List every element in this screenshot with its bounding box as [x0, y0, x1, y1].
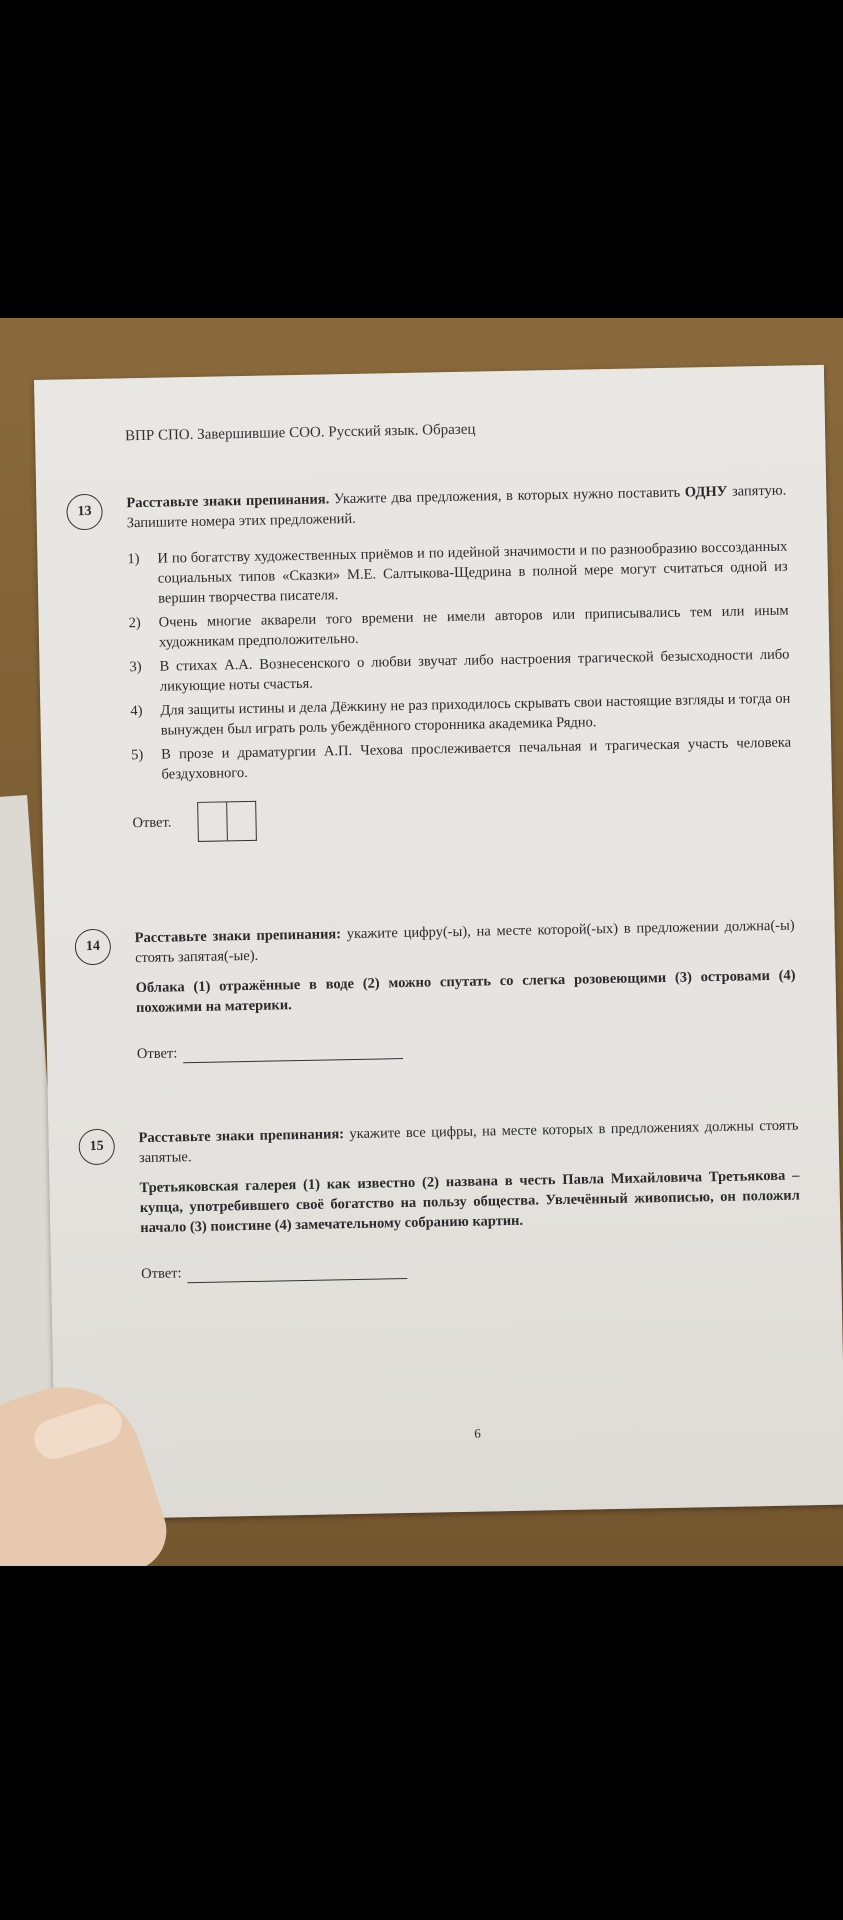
item-number: 5): [131, 746, 144, 764]
task-13-instruction-rest: Укажите два предложения, в которых нужно поставить: [329, 484, 686, 508]
item-number: 4): [130, 702, 143, 720]
list-item: [130, 689, 791, 742]
item-text: В стихах А.А. Вознесенского о любви звучат либо настроения трагической безысходности либо ликующие ноты счастья.: [159, 646, 790, 695]
page-number: 6: [474, 1425, 481, 1441]
answer-label: Ответ:: [141, 1265, 182, 1283]
task-13-answer: [132, 791, 793, 844]
list-item: [127, 537, 788, 610]
list-item: [131, 733, 792, 786]
task-13-instruction-end: запятую. Запишите номера этих предложений.: [126, 482, 787, 532]
exam-sheet: [34, 365, 843, 1520]
answer-boxes[interactable]: [197, 801, 257, 842]
task-15-instruction-bold: Расставьте знаки препинания:: [138, 1126, 345, 1147]
task-number-13: 13: [66, 494, 103, 531]
answer-line[interactable]: [187, 1264, 407, 1283]
item-text: Для защиты истины и дела Дёжкину не раз приходилось скрывать свои настоящие взгляды и тогда он вынужден был играть роль убеждённого сторонника академика Рядно.: [160, 690, 791, 739]
item-number: 3): [129, 658, 142, 676]
answer-line[interactable]: [183, 1044, 403, 1063]
answer-box-1[interactable]: [197, 801, 228, 842]
task-15: [78, 1115, 801, 1285]
task-14-instruction: [135, 916, 796, 969]
item-number: 1): [127, 551, 140, 568]
item-text: В прозе и драматургии А.П. Чехова прослеживается печальная и трагическая участь человека бездуховного.: [161, 734, 792, 783]
task-15-sentence: Третьяковская галерея (1) как известно (2) названа в честь Павла Михайловича Третьякова – купца, употребившего своё богатство на пользу общества. Увлечённый живописью, он положил начало (3) поистине (4) замечательному собранию картин.: [139, 1167, 800, 1237]
task-14-instruction-rest: укажите цифру(-ы), на месте которой(-ых) в предложении должна(-ы) стоять запятая(-ые).: [134, 917, 795, 967]
task-13: [66, 481, 793, 845]
task-14: [75, 916, 797, 1066]
task-13-items: [127, 537, 791, 786]
task-number-14: 14: [75, 929, 112, 966]
task-13-instruction: [126, 481, 787, 534]
task-15-answer: [141, 1251, 801, 1284]
answer-box-2[interactable]: [227, 801, 257, 842]
page-header: ВПР СПО. Завершившие СОО. Русский язык. Образец: [124, 421, 476, 445]
answer-label: Ответ:: [136, 1045, 178, 1063]
task-13-instruction-caps: ОДНУ: [684, 483, 728, 501]
task-number-15: 15: [78, 1129, 115, 1166]
task-14-sentence: Облака (1) отражённые в воде (2) можно спутать со слегка розовеющими (3) островами (4) похожими на материки.: [135, 967, 796, 1017]
task-15-instruction-rest: укажите все цифры, на месте которых в предложениях должны стоять запятые.: [138, 1117, 799, 1167]
task-13-instruction-bold: Расставьте знаки препинания.: [126, 491, 330, 512]
task-15-instruction: [138, 1115, 799, 1168]
item-text: И по богатству художественных приёмов и по идейной значимости и по разнообразию воссозданных социальных типов «Сказки» М.Е. Салтыкова-Щедрина в полной мере могут считаться одной из вершин творчества писателя.: [157, 538, 788, 607]
task-14-answer: [137, 1031, 797, 1064]
item-number: 2): [128, 614, 141, 632]
answer-label: Ответ.: [132, 814, 172, 832]
list-item: [129, 645, 790, 698]
list-item: [128, 601, 789, 654]
item-text: Очень многие акварели того времени не имели авторов или приписывались тем или иным художникам предположительно.: [158, 602, 789, 651]
task-14-instruction-bold: Расставьте знаки препинания:: [134, 926, 342, 947]
photo-background: [0, 318, 843, 1566]
